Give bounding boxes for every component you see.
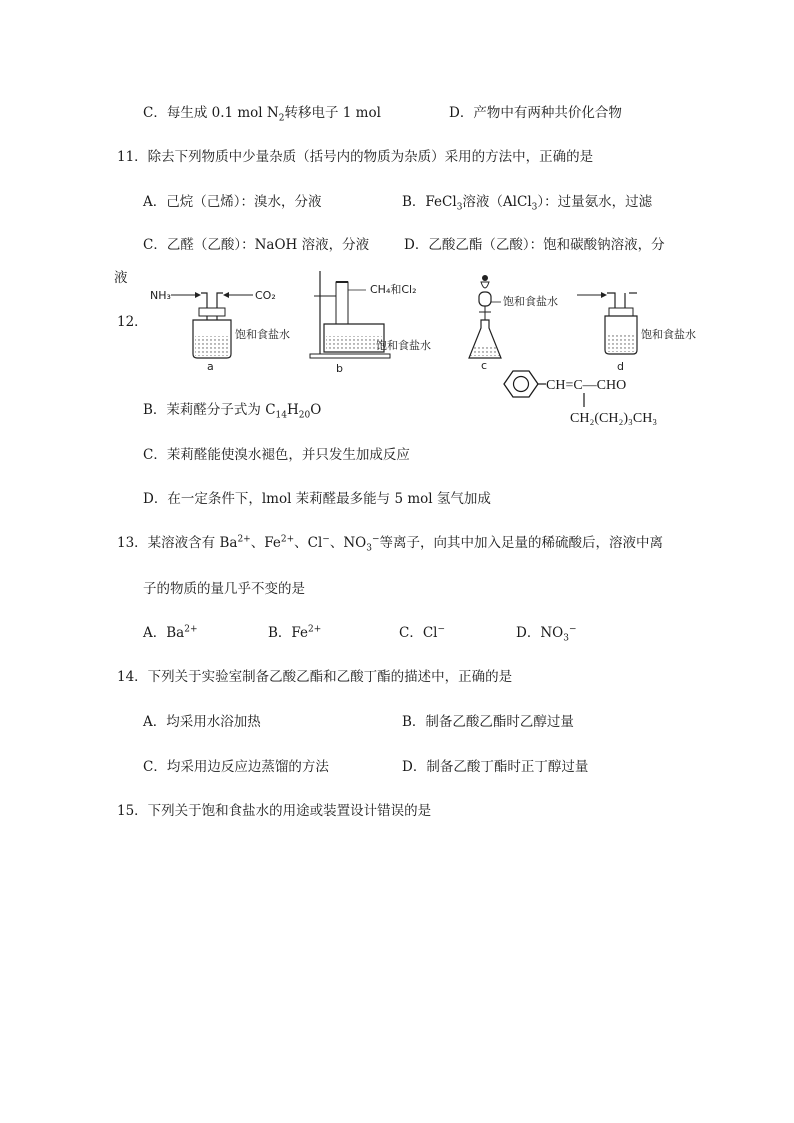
- apparatus-a-left-gas: NH₃: [150, 289, 171, 302]
- q11-option-c: C．乙醛（乙酸）：NaOH 溶液，分液: [143, 237, 370, 253]
- q11-stem: 11．除去下列物质中少量杂质（括号内的物质为杂质）采用的方法中，正确的是: [117, 149, 594, 165]
- apparatus-b-label: b: [336, 362, 343, 375]
- q14-stem: 14．下列关于实验室制备乙酸乙酯和乙酸丁酯的描述中，正确的是: [117, 669, 513, 685]
- q13-option-b: B．$Fe^{2+}$: [268, 624, 322, 641]
- q12-option-b: B．茉莉醛分子式为 $C_{14}H_{20}O$: [143, 402, 322, 421]
- apparatus-a-liquid: 饱和食盐水: [235, 328, 290, 341]
- q13-option-d: D．$NO_3^-$: [516, 624, 577, 644]
- apparatus-a-right-gas: CO₂: [255, 289, 276, 302]
- apparatus-d-liquid: 饱和食盐水: [641, 328, 696, 341]
- apparatus-d-label: d: [617, 360, 624, 372]
- structure-main-chain: CH=C—CHO: [546, 378, 627, 393]
- jasmine-aldehyde-structure: [492, 366, 682, 430]
- apparatus-b-liquid: 饱和食盐水: [376, 339, 431, 352]
- apparatus-d: [575, 282, 705, 372]
- q14-option-c: C．均采用边反应边蒸馏的方法: [143, 759, 329, 775]
- q11-option-a: A．己烷（己烯）：溴水，分液: [143, 194, 322, 210]
- q12-number: 12．: [117, 314, 148, 330]
- q10-option-d: D．产物中有两种共价化合物: [449, 105, 622, 121]
- apparatus-a: [145, 278, 295, 373]
- q14-option-a: A．均采用水浴加热: [143, 714, 261, 730]
- q13-option-c: C．Cl−: [399, 624, 446, 641]
- q13-option-a: A．$Ba^{2+}$: [143, 624, 198, 641]
- apparatus-a-label: a: [207, 360, 214, 373]
- apparatus-c: [465, 270, 575, 370]
- q11-option-b: B．FeCl$_3$溶液（AlCl$_3$）：过量氨水，过滤: [402, 194, 653, 213]
- q12-option-c: C．茉莉醛能使溴水褪色，并只发生加成反应: [143, 447, 410, 463]
- q12-option-d: D．在一定条件下，lmol 茉莉醛最多能与 5 mol 氢气加成: [143, 491, 491, 507]
- q10-option-c: C．每生成 0.1 mol $N_2$转移电子 1 mol: [143, 105, 381, 124]
- apparatus-c-label: c: [481, 359, 488, 370]
- q15-stem: 15．下列关于饱和食盐水的用途或装置设计错误的是: [117, 803, 432, 819]
- q11-option-d: D．乙酸乙酯（乙酸）：饱和碳酸钠溶液，分: [404, 237, 665, 253]
- apparatus-c-liquid: 饱和食盐水: [503, 295, 558, 308]
- benzene-ring: [504, 371, 538, 397]
- apparatus-b: [300, 266, 460, 376]
- q11-option-d-continued: 液: [114, 270, 128, 286]
- q14-option-b: B．制备乙酸乙酯时乙醇过量: [402, 714, 574, 730]
- structure-side-chain: CH₂(CH₂)₃CH₃: [570, 411, 658, 426]
- q13-stem-line2: 子的物质的量几乎不变的是: [143, 581, 305, 597]
- q14-option-d: D．制备乙酸丁酯时正丁醇过量: [402, 759, 589, 775]
- q13-stem: 13．某溶液含有 $Ba^{2+}$、$Fe^{2+}$、Cl−、$NO_3^-$等离子，向其中加入足量的稀硫酸后，溶液中离: [117, 534, 664, 554]
- apparatus-b-gas: CH₄和Cl₂: [370, 283, 417, 296]
